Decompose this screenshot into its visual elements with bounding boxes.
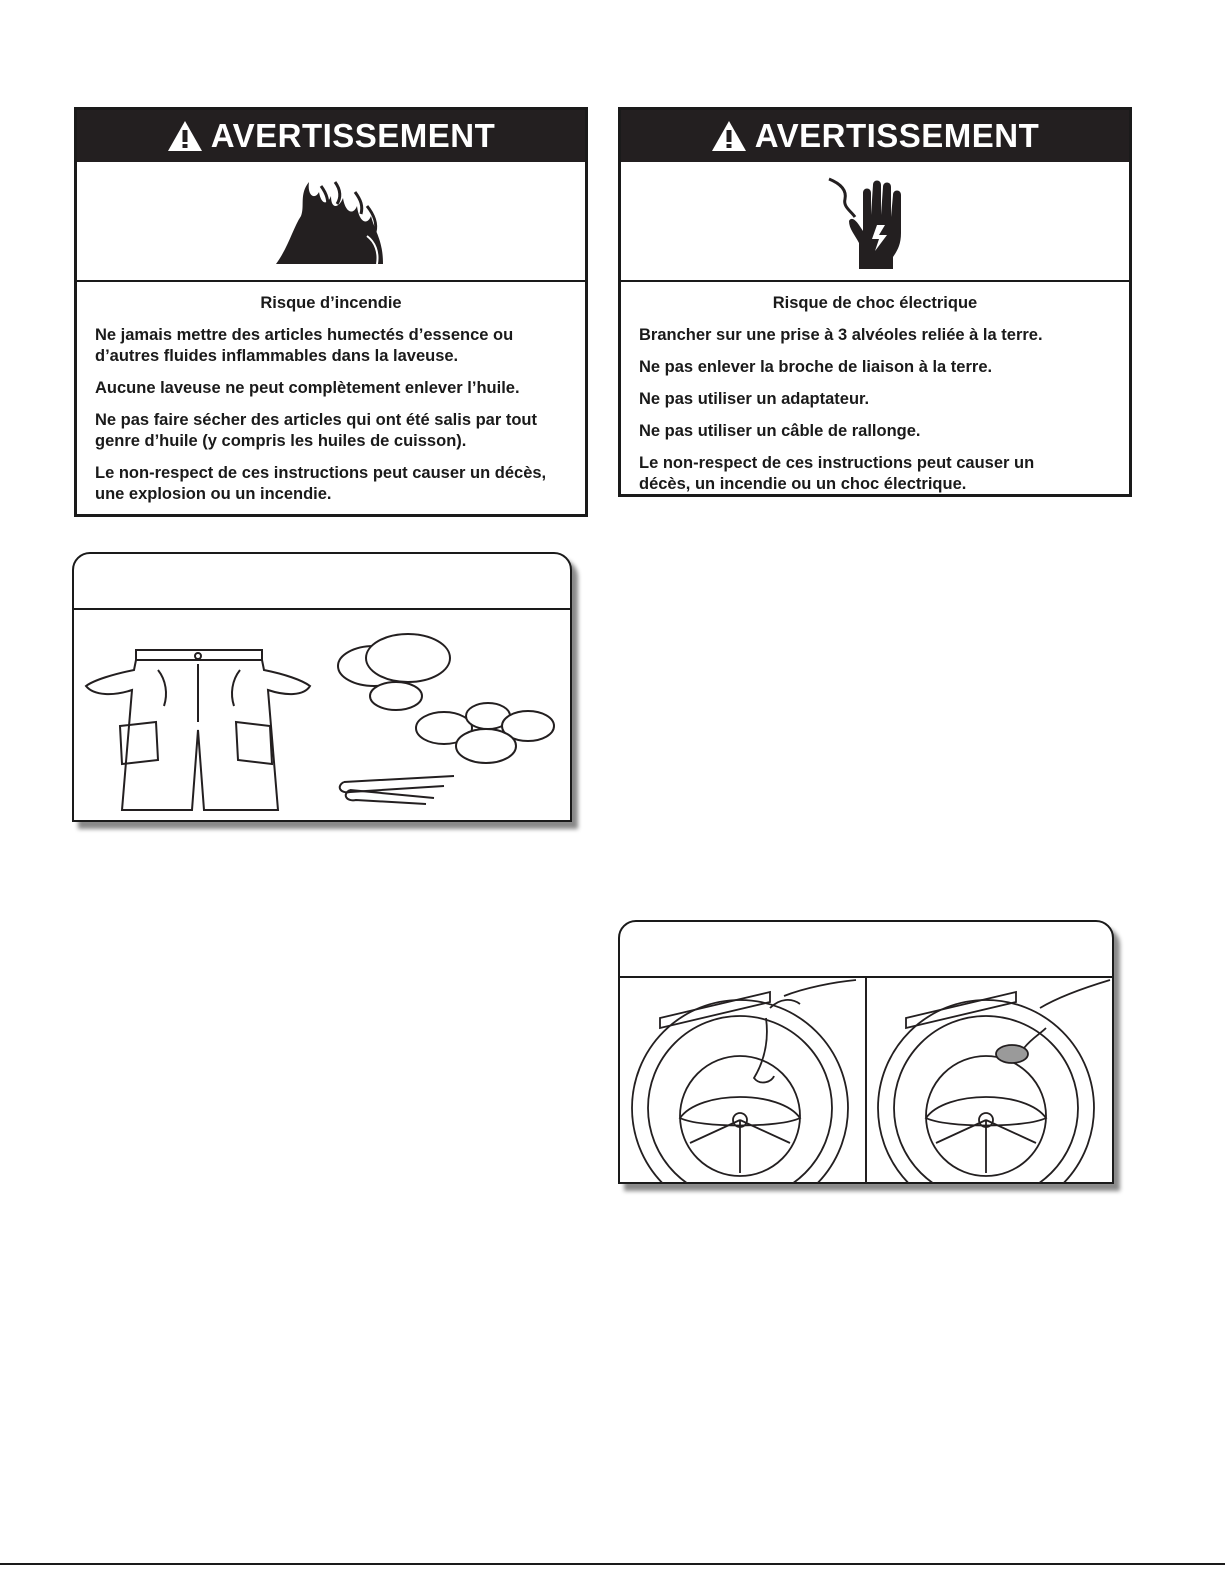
pour-detergent-icon (632, 980, 856, 1183)
fire-warning-box (74, 107, 588, 517)
warning-line: Le non-respect de ces instructions peut causer un décès, un incendie ou un choc électrique. (639, 454, 1035, 493)
electric-warning-box (618, 107, 1132, 497)
safety-pins-icon (340, 776, 454, 804)
fire-icon (271, 176, 391, 266)
warning-triangle-icon (167, 120, 203, 152)
warning-line: Ne pas utiliser un adaptateur. (639, 390, 870, 408)
illustration-header (74, 554, 570, 610)
add-laundry-pod-icon (878, 980, 1110, 1183)
warning-triangle-icon (711, 120, 747, 152)
warning-line: Ne pas faire sécher des articles qui ont été salis par tout genre d’huile (y compris les huiles de cuisson). (95, 411, 537, 450)
electric-shock-hand-icon (825, 171, 925, 271)
warning-line: Le non-respect de ces instructions peut causer un décès, une explosion ou un incendie. (95, 464, 547, 503)
warning-header-text: AVERTISSEMENT (210, 117, 496, 154)
pants-empty-pockets-icon (86, 650, 310, 810)
warning-line: Ne jamais mettre des articles humectés d’essence ou d’autres fluides inflammables dans la laveuse. (95, 326, 514, 365)
page-bottom-rule (0, 1563, 1225, 1565)
illustration-header (620, 922, 1112, 978)
coins-icon (338, 634, 450, 710)
empty-pockets-illustration (72, 552, 572, 822)
warning-header (621, 110, 1129, 162)
warning-header (77, 110, 585, 162)
warning-line: Ne pas utiliser un câble de rallonge. (639, 422, 921, 440)
warning-line: Aucune laveuse ne peut complètement enlever l’huile. (95, 379, 520, 397)
warning-title: Risque de choc électrique (772, 294, 978, 312)
electric-icon-area (621, 162, 1129, 282)
pockets-drawing (74, 610, 569, 820)
warning-header-text: AVERTISSEMENT (754, 117, 1040, 154)
washer-drawing (620, 978, 1111, 1183)
washer-detergent-illustration (618, 920, 1114, 1184)
buttons-icon (416, 703, 554, 763)
warning-title: Risque d’incendie (260, 294, 402, 312)
warning-line: Ne pas enlever la broche de liaison à la terre. (639, 358, 993, 376)
fire-icon-area (77, 162, 585, 282)
warning-line: Brancher sur une prise à 3 alvéoles reliée à la terre. (639, 326, 1043, 344)
